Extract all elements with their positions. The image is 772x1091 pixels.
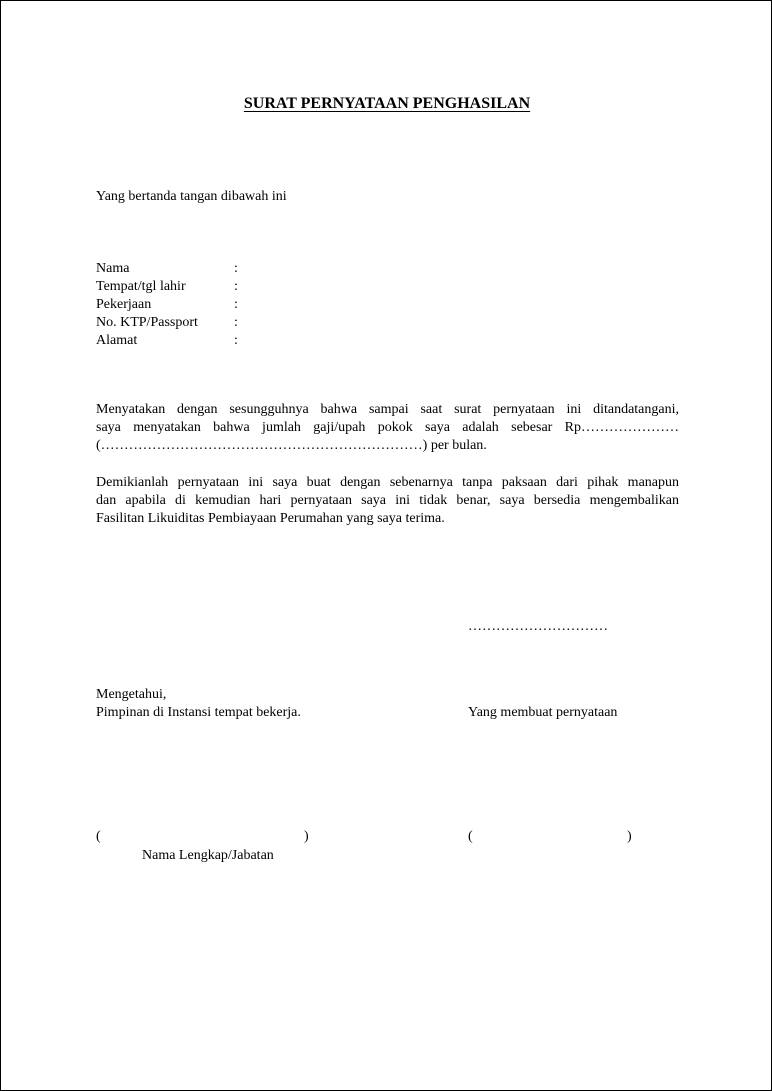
document-title: SURAT PERNYATAAN PENGHASILAN [243, 95, 531, 112]
leader-label: Pimpinan di Instansi tempat bekerja. [96, 705, 301, 720]
paragraph2-line3: Fasilitan Likuiditas Pembiayaan Perumahan yang saya terima. [96, 511, 445, 526]
field-colon-alamat: : [234, 333, 238, 348]
field-label-ktp-passport: No. KTP/Passport [96, 315, 198, 330]
paragraph2-line2: dan apabila di kemudian hari pernyataan saya ini tidak benar, saya bersedia mengembalikan [96, 493, 679, 508]
paragraph1-line3: (……………………………………………………………) per bulan. [96, 438, 487, 453]
field-colon-nama: : [234, 261, 238, 276]
field-colon-tempat-tgl-lahir: : [234, 279, 238, 294]
field-colon-pekerjaan: : [234, 297, 238, 312]
income-statement-paragraph [96, 401, 679, 455]
field-colon-ktp-passport: : [234, 315, 238, 330]
leader-signature-close-paren: ) [304, 829, 309, 844]
field-label-nama: Nama [96, 261, 130, 276]
place-date-dots: ………………………… [468, 619, 608, 634]
acknowledged-label: Mengetahui, [96, 687, 167, 702]
maker-signature-close-paren: ) [627, 829, 632, 844]
leader-signature-open-paren: ( [96, 829, 101, 844]
paragraph1-line2: saya menyatakan bahwa jumlah gaji/upah pokok saya adalah sebesar Rp………………… [96, 420, 679, 435]
maker-label: Yang membuat pernyataan [468, 705, 618, 720]
intro-text: Yang bertanda tangan dibawah ini [96, 189, 287, 204]
maker-signature-open-paren: ( [468, 829, 473, 844]
paragraph2-line1: Demikianlah pernyataan ini saya buat dengan sebenarnya tanpa paksaan dari pihak manapun [96, 475, 679, 490]
name-position-label: Nama Lengkap/Jabatan [142, 848, 274, 863]
field-label-pekerjaan: Pekerjaan [96, 297, 152, 312]
field-label-alamat: Alamat [96, 333, 138, 348]
paragraph1-line1: Menyatakan dengan sesungguhnya bahwa sampai saat surat pernyataan ini ditandatangani, [96, 402, 679, 417]
declaration-paragraph [96, 474, 679, 528]
field-label-tempat-tgl-lahir: Tempat/tgl lahir [96, 279, 186, 294]
